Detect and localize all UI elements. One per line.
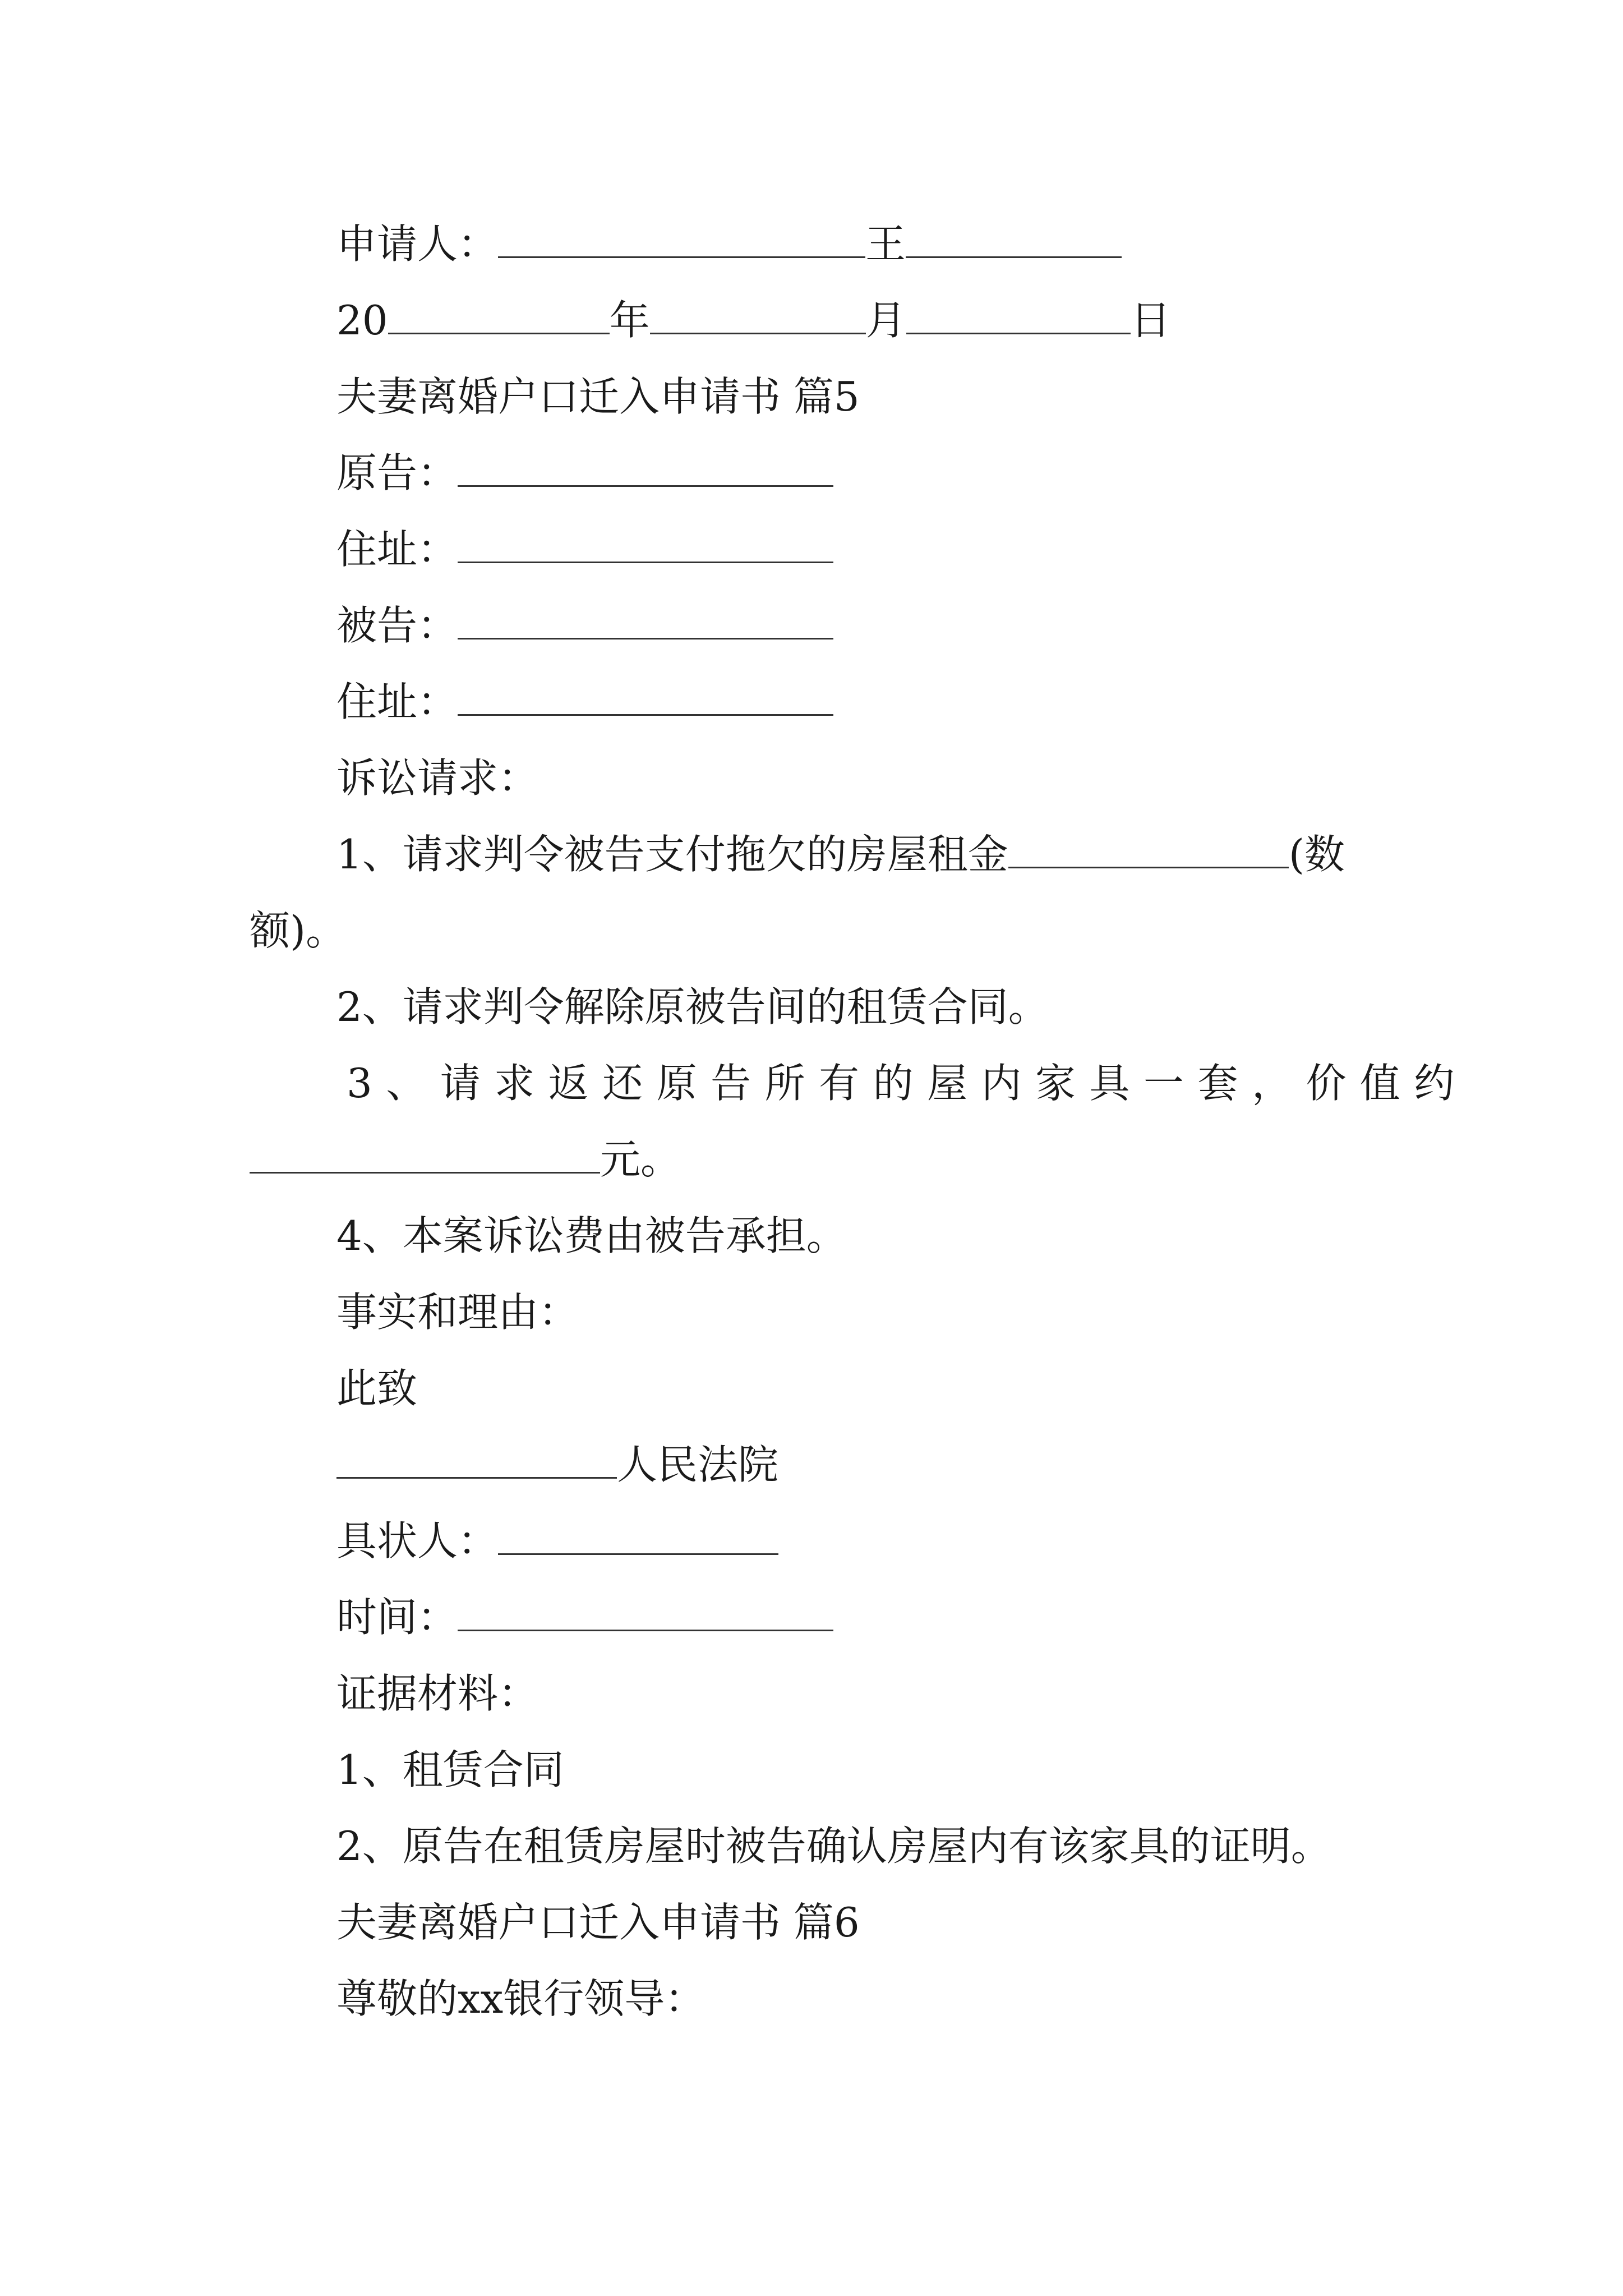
date-line bbox=[336, 295, 1171, 346]
value-blank bbox=[250, 1137, 600, 1174]
address-line-2 bbox=[336, 677, 833, 727]
claim-3-tail: 元。 bbox=[600, 1136, 681, 1183]
date-prefix: 20 bbox=[336, 297, 388, 344]
salutation: 此致 bbox=[336, 1365, 418, 1412]
defendant-blank bbox=[458, 603, 833, 639]
month-label: 月 bbox=[865, 297, 906, 344]
plaintiff-label: 原告： bbox=[336, 449, 458, 496]
signer-label: 具状人： bbox=[336, 1517, 499, 1565]
day-blank bbox=[906, 298, 1131, 334]
court-blank bbox=[336, 1442, 617, 1479]
applicant-name: 王 bbox=[865, 220, 906, 268]
court-label: 人民法院 bbox=[617, 1441, 779, 1488]
address-line-1 bbox=[336, 524, 833, 574]
applicant-blank-2 bbox=[906, 222, 1122, 258]
facts-heading: 事实和理由： bbox=[336, 1289, 579, 1336]
signer-line bbox=[336, 1516, 778, 1566]
time-label: 时间： bbox=[336, 1594, 458, 1641]
court-line bbox=[336, 1439, 778, 1490]
claims-heading: 诉讼请求： bbox=[336, 754, 539, 802]
address-label-1: 住址： bbox=[336, 526, 458, 573]
plaintiff-blank bbox=[458, 450, 833, 487]
evidence-2: 2、原告在租赁房屋时被告确认房屋内有该家具的证明。 bbox=[336, 1823, 1331, 1870]
month-blank bbox=[650, 298, 866, 334]
time-line bbox=[336, 1592, 833, 1642]
year-label: 年 bbox=[609, 297, 650, 344]
address-blank-2 bbox=[458, 679, 833, 716]
claim-3-cont bbox=[250, 1134, 681, 1185]
time-blank bbox=[458, 1595, 833, 1631]
evidence-1: 1、租赁合同 bbox=[336, 1746, 564, 1793]
applicant-label: 申请人： bbox=[336, 220, 499, 268]
heading-5: 夫妻离婚户口迁入申请书 篇5 bbox=[336, 373, 860, 420]
address-label-2: 住址： bbox=[336, 678, 458, 725]
signer-blank bbox=[498, 1519, 778, 1555]
heading-6: 夫妻离婚户口迁入申请书 篇6 bbox=[336, 1899, 860, 1946]
greeting: 尊敬的xx银行领导： bbox=[336, 1975, 706, 2022]
claim-1-text: 1、请求判令被告支付拖欠的房屋租金 bbox=[336, 831, 1008, 878]
claim-4: 4、本案诉讼费由被告承担。 bbox=[336, 1212, 847, 1259]
address-blank-1 bbox=[458, 527, 833, 563]
claim-2: 2、请求判令解除原被告间的租赁合同。 bbox=[336, 983, 1049, 1030]
day-label: 日 bbox=[1130, 297, 1171, 344]
defendant-label: 被告： bbox=[336, 602, 458, 649]
evidence-heading: 证据材料： bbox=[336, 1670, 539, 1717]
claim-1 bbox=[336, 829, 1345, 880]
applicant-blank bbox=[498, 222, 865, 258]
claim-1-cont: 额)。 bbox=[250, 907, 347, 954]
claim-1-tail: (数 bbox=[1288, 831, 1345, 878]
plaintiff-line bbox=[336, 448, 833, 498]
applicant-line bbox=[336, 219, 1122, 269]
year-blank bbox=[388, 298, 610, 334]
rent-amount-blank bbox=[1008, 832, 1289, 868]
claim-3: 3、请求返还原告所有的屋内家具一套，价值约 bbox=[347, 1060, 1468, 1107]
defendant-line bbox=[336, 600, 833, 651]
